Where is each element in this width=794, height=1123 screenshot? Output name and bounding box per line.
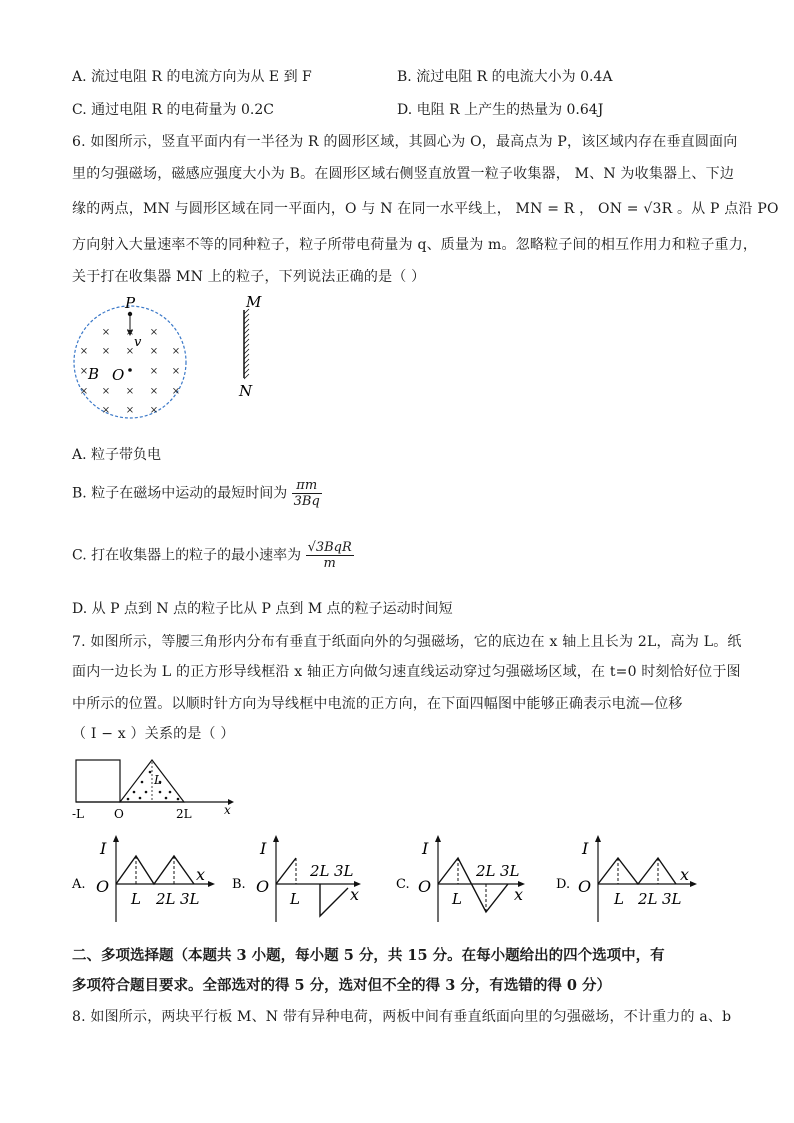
svg-text:×: × (149, 327, 159, 338)
q8-stem-line-1: 8. 如图所示，两块平行板 M、N 带有异种电荷，两板中间有垂直纸面向里的匀强磁场，不计重力的 a、b (72, 1009, 732, 1025)
q6-option-a: A. 粒子带负电 (72, 447, 162, 463)
q6-stem-line-1: 6. 如图所示，竖直平面内有一半径为 R 的圆形区域，其圆心为 O，最高点为 P，该区域内存在垂直圆面向 (72, 134, 738, 150)
svg-text:×: × (125, 327, 135, 338)
q7-graph-d-axis-i: I (582, 839, 589, 858)
q7-graph-b (230, 832, 380, 928)
svg-text:×: × (101, 386, 111, 397)
section-2-heading-line-1: 二、多项选择题（本题共 3 小题，每小题 5 分，共 15 分。在每小题给出的四个选项中，有 (72, 947, 665, 964)
svg-text:×: × (149, 405, 159, 416)
q7-graph-b-tick-l: L (290, 890, 300, 908)
q7-fig-height-label: L (154, 773, 162, 787)
q6-option-b-fraction (292, 478, 322, 509)
svg-text:×: × (149, 386, 159, 397)
q6-stem-line-3: 缘的两点，MN 与圆形区域在同一平面内，O 与 N 在同一水平线上， MN = R ， ON = √3R 。从 P 点沿 PO (72, 201, 779, 217)
q7-graph-a-tick-3l: 3L (180, 890, 200, 908)
q7-graph-d-tick-3l: 3L (662, 890, 682, 908)
q6-label-b: B (88, 365, 100, 383)
q7-graph-a-tick-l: L (131, 890, 141, 908)
q7-graph-c-label: C. (396, 877, 410, 892)
q7-graph-a (68, 832, 234, 928)
q7-graph-c-axis-x: x (514, 885, 524, 904)
q6-stem-line-4: 方向射入大量速率不等的同种粒子，粒子所带电荷量为 q、质量为 m。忽略粒子间的相互作用力和粒子重力， (72, 237, 758, 253)
svg-text:×: × (101, 346, 111, 357)
q7-graph-c (392, 832, 542, 928)
q7-graph-a-axis-x: x (196, 865, 206, 884)
q6-stem-line-5: 关于打在收集器 MN 上的粒子，下列说法正确的是（ ） (72, 269, 426, 285)
q7-graph-c-axis-i: I (422, 839, 429, 858)
q5-option-b: B. 流过电阻 R 的电流大小为 0.4A (397, 69, 613, 85)
q6-option-b-numerator: πm (292, 478, 322, 494)
q7-graph-b-label: B. (232, 877, 246, 892)
svg-text:×: × (171, 346, 181, 357)
svg-text:×: × (79, 386, 89, 397)
q6-label-v: v (134, 335, 142, 350)
q7-stem-line-1: 7. 如图所示，等腰三角形内分布有垂直于纸面向外的匀强磁场，它的底边在 x 轴上且长为 2L，高为 L。纸 (72, 634, 742, 650)
q6-option-b-text: B. 粒子在磁场中运动的最短时间为 (72, 485, 288, 502)
q5-option-d: D. 电阻 R 上产生的热量为 0.64J (397, 102, 604, 118)
svg-text:×: × (79, 346, 89, 357)
q7-graph-a-axis-i: I (100, 839, 107, 858)
q7-graph-c-tick-3l: 3L (500, 862, 520, 880)
q6-option-c (72, 540, 354, 571)
svg-text:×: × (171, 386, 181, 397)
q6-option-c-fraction (306, 540, 354, 571)
q7-fig-label-2l: 2L (176, 807, 192, 821)
q6-label-o: O (112, 366, 125, 384)
q7-fig-label-x: x (224, 803, 231, 817)
q7-graph-c-origin: O (418, 877, 432, 896)
q6-magnetic-field-figure (70, 292, 290, 432)
q7-graph-a-label: A. (72, 877, 86, 892)
q7-graph-d-origin: O (578, 877, 592, 896)
svg-text:×: × (171, 366, 181, 377)
q7-graph-b-tick-3l: 3L (334, 862, 354, 880)
svg-text:×: × (101, 405, 111, 416)
q6-label-n: N (239, 382, 253, 400)
q7-graph-d-tick-l: L (614, 890, 624, 908)
q7-graph-b-axis-i: I (260, 839, 267, 858)
q6-label-m: M (246, 293, 262, 311)
q7-stem-line-3: 中所示的位置。以顺时针方向为导线框中电流的正方向，在下面四幅图中能够正确表示电流—位移 (72, 696, 683, 712)
q7-graph-c-tick-l: L (452, 890, 462, 908)
svg-text:×: × (101, 327, 111, 338)
q7-graph-b-origin: O (256, 877, 270, 896)
q6-option-c-denominator: m (323, 556, 336, 571)
q7-graph-d-axis-x: x (680, 865, 690, 884)
q5-option-c: C. 通过电阻 R 的电荷量为 0.2C (72, 102, 274, 118)
q6-stem-line-2: 里的匀强磁场，磁感应强度大小为 B。在圆形区域右侧竖直放置一粒子收集器， M、N 为收集器上、下边 (72, 166, 735, 182)
q5-option-a: A. 流过电阻 R 的电流方向为从 E 到 F (72, 69, 312, 85)
q7-graph-b-tick-2l: 2L (310, 862, 330, 880)
q6-option-b-denominator: 3Bq (293, 494, 320, 509)
svg-text:×: × (125, 386, 135, 397)
q7-graph-b-axis-x: x (350, 885, 360, 904)
q6-option-c-numerator: √3BqR (307, 540, 352, 555)
section-2-heading-line-2: 多项符合题目要求。全部选对的得 5 分，选对但不全的得 3 分，有选错的得 0 分） (72, 977, 612, 994)
svg-text:×: × (79, 366, 89, 377)
q7-graph-a-origin: O (96, 877, 110, 896)
q7-graph-d-tick-2l: 2L (638, 890, 658, 908)
q6-option-d: D. 从 P 点到 N 点的粒子比从 P 点到 M 点的粒子运动时间短 (72, 601, 453, 617)
q7-graph-c-tick-2l: 2L (476, 862, 496, 880)
q7-graph-a-tick-2l: 2L (156, 890, 176, 908)
q6-option-c-text: C. 打在收集器上的粒子的最小速率为 (72, 547, 302, 564)
q6-label-p: P (125, 294, 136, 312)
svg-text:×: × (149, 366, 159, 377)
svg-text:×: × (125, 405, 135, 416)
q7-triangle-field-figure (70, 752, 240, 824)
q7-fig-label-neg-l: -L (72, 807, 85, 821)
svg-text:×: × (125, 346, 135, 357)
q7-stem-line-4: （ I − x ）关系的是（ ） (72, 726, 235, 742)
q7-stem-line-2: 面内一边长为 L 的正方形导线框沿 x 轴正方向做匀速直线运动穿过匀强磁场区域，在 t=0 时刻恰好位于图 (72, 664, 741, 680)
q7-graph-d-label: D. (556, 877, 571, 892)
q7-graph-d (552, 832, 722, 928)
q7-fig-label-o: O (114, 807, 124, 821)
q6-option-b (72, 478, 322, 509)
svg-text:×: × (149, 346, 159, 357)
